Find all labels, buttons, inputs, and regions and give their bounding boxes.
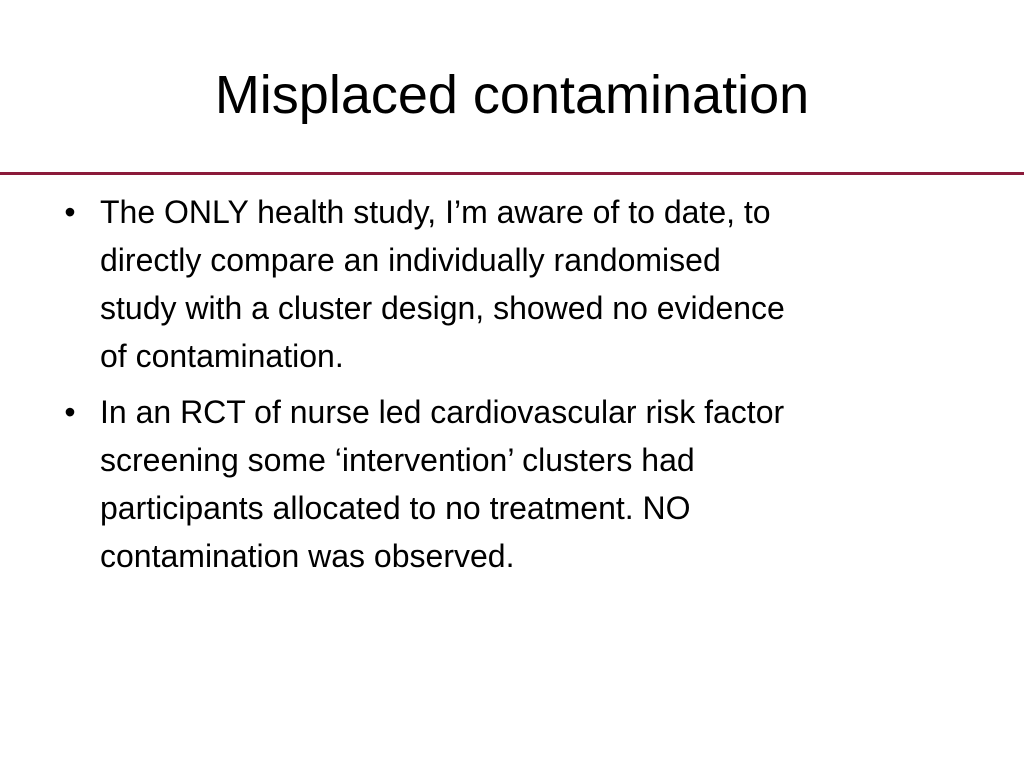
bullet-icon: • xyxy=(64,394,76,430)
bullet-item-1 xyxy=(60,188,980,380)
title-divider xyxy=(0,172,1024,175)
bullet-text-line: directly compare an individually randomised xyxy=(100,242,721,278)
bullet-text-line: participants allocated to no treatment. NO xyxy=(100,490,691,526)
bullet-list xyxy=(60,188,980,588)
bullet-text-line: The ONLY health study, I’m aware of to date, to xyxy=(100,194,771,230)
bullet-icon: • xyxy=(64,194,76,230)
bullet-text-line: In an RCT of nurse led cardiovascular risk factor xyxy=(100,394,785,430)
slide-title: Misplaced contamination xyxy=(214,65,810,125)
bullet-text-line: screening some ‘intervention’ clusters had xyxy=(100,442,695,478)
bullet-item-2 xyxy=(60,388,980,580)
bullet-text-line: contamination was observed. xyxy=(100,538,515,574)
bullet-text-line: study with a cluster design, showed no evidence xyxy=(100,290,785,326)
bullet-text-line: of contamination. xyxy=(100,338,344,374)
